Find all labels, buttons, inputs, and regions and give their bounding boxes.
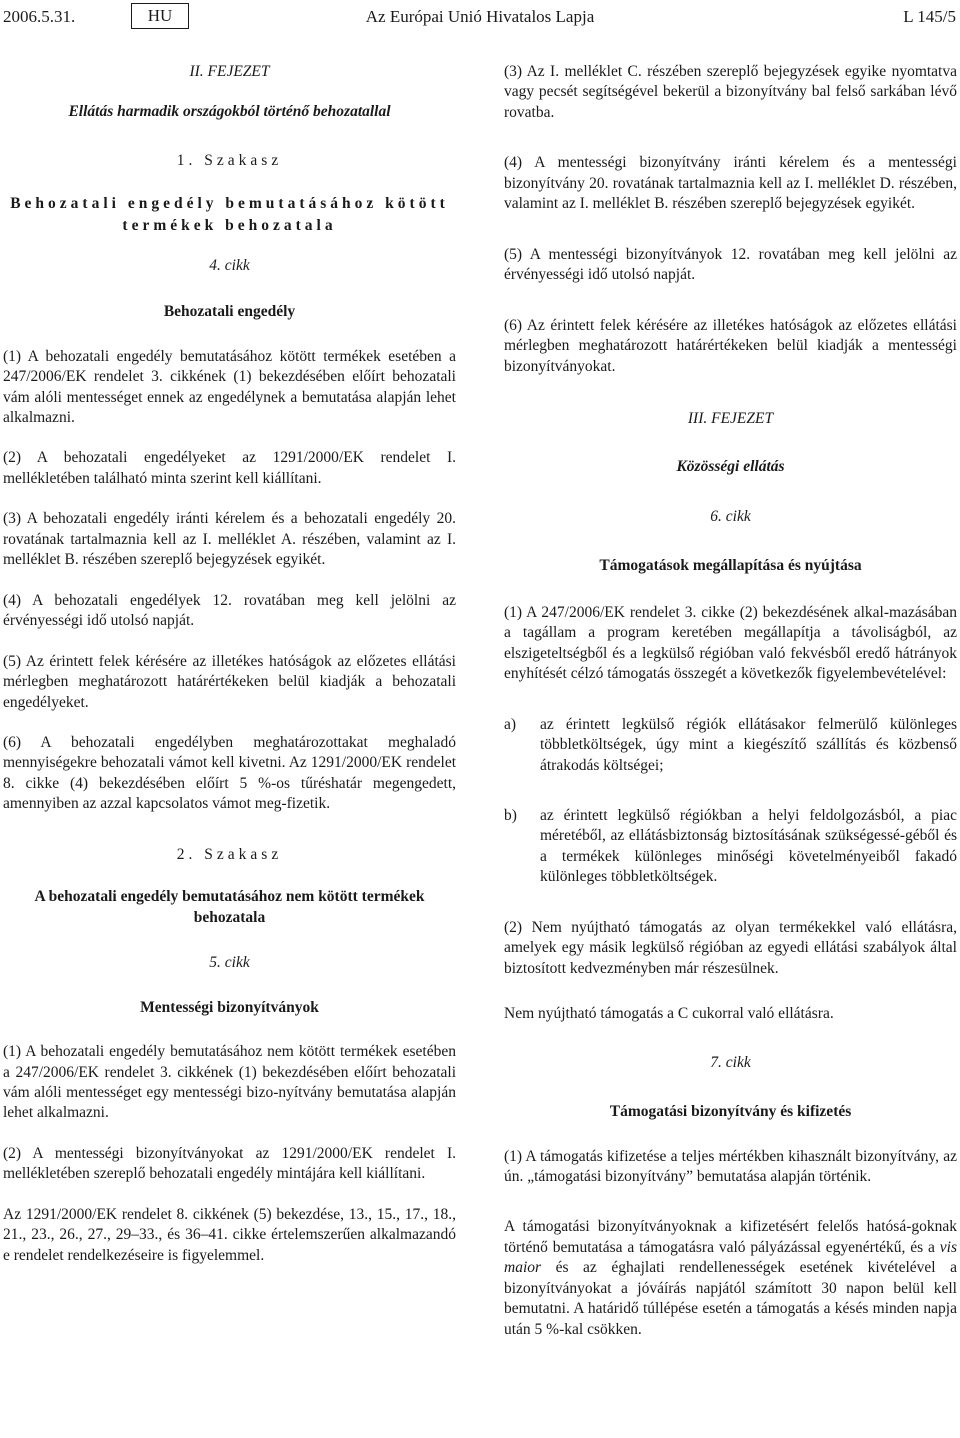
paragraph-text: és az éghajlati rendellenességek esetének kivételével a bizonyítványokat a jóváírás napjától számított 30 napon belül kell bemutatni. A határidő túllépése esetén a támogatás a késés minden napja után 5 %-kal csökken. bbox=[504, 1259, 957, 1338]
list-item-text: az érintett legkülső régiókban a helyi feldolgozásból, a piac méretéből, az ellátásbiztonság biztosításának szükségessé-géből és a termékek különleges minőségi követelményeiből fakadó különleges többletköltségek. bbox=[540, 806, 957, 886]
article-title: Behozatali engedély bbox=[163, 303, 296, 321]
article-paragraph: (6) A behozatali engedélyben meghatározottakat meghaladó mennyiségekre behozatali vámot kell kivetni. Az 1291/2000/EK rendelet 8. cikke (4) bekezdésében előírt 5 %-os tűréshatár megengedett, amennyiben az azzal kapcsolatos vámot meg-fizetik. bbox=[3, 733, 456, 813]
article-number: 4. cikk bbox=[209, 256, 250, 274]
article-paragraph: (6) Az érintett felek kérésére az illetékes hatóságok az előzetes ellátási mérlegben meghatározott határértékeken belül kiadják a mentességi bizonyítványokat. bbox=[504, 316, 957, 375]
page-number: L 145/5 bbox=[903, 7, 956, 26]
article-number: 5. cikk bbox=[209, 954, 250, 972]
chapter-title: Közösségi ellátás bbox=[676, 458, 785, 476]
article-paragraph: (1) A behozatali engedély bemutatásához nem kötött termékek esetében a 247/2006/EK rendelet 3. cikkének (1) bekezdésében előírt behozatali vám alóli mentességet egy mentességi bizo-nyítvány bemutatása alapján lehet alkalmazni. bbox=[3, 1043, 456, 1122]
article-paragraph: (5) A mentességi bizonyítványok 12. rovatában meg kell jelölni az érvényességi idő utolsó napját. bbox=[504, 245, 957, 284]
article-paragraph: (4) A behozatali engedélyek 12. rovatában meg kell jelölni az érvényességi idő utolsó napját. bbox=[3, 591, 456, 630]
chapter-heading: II. FEJEZET bbox=[189, 63, 270, 80]
article-paragraph bbox=[504, 1217, 957, 1340]
article-title: Mentességi bizonyítványok bbox=[140, 998, 319, 1016]
article-paragraph: (3) A behozatali engedély iránti kérelem és a behozatali engedély 20. rovatának tartalmaznia kell az I. melléklet A. részében, valamint az I. melléklet B. részében szereplő bejegyzések egyikét. bbox=[3, 510, 456, 569]
article-paragraph: Nem nyújtható támogatás a C cukorral való ellátásra. bbox=[504, 1005, 834, 1023]
article-paragraph: (2) A mentességi bizonyítványokat az 1291/2000/EK rendelet I. mellékletében szereplő behozatali engedély mintájára kell kiállítani. bbox=[3, 1144, 456, 1183]
list-item-text: az érintett legkülső régiók ellátásakor felmerülő különleges többletköltségek, úgy mint a kiegészítő szállítás és közbenső átrakodás költségei; bbox=[540, 715, 957, 774]
list-item bbox=[504, 806, 957, 888]
section-title: Behozatali engedély bemutatásához kötött termékek behozatala bbox=[10, 195, 449, 235]
article-paragraph: (2) Nem nyújtható támogatás az olyan termékekkel való ellátásra, amelyek egy másik legkülső régióban az egyedi ellátási szabályok által biztosított kedvezményben már részesülnek. bbox=[504, 918, 957, 977]
section-heading: 2. Szakasz bbox=[176, 845, 283, 863]
list-marker: a) bbox=[504, 715, 517, 733]
page-header bbox=[0, 0, 960, 34]
language-badge: HU bbox=[131, 3, 189, 29]
article-paragraph: (1) A támogatás kifizetése a teljes mértékben kihasznált bizonyítvány, az ún. „támogatási bizonyítvány” bemutatása alapján történik. bbox=[504, 1147, 957, 1185]
section-title: A behozatali engedély bemutatásához nem kötött termékek behozatala bbox=[34, 888, 425, 926]
article-paragraph: (2) A behozatali engedélyeket az 1291/2000/EK rendelet I. mellékletében található minta szerint kell kiállítani. bbox=[3, 449, 456, 487]
chapter-title: Ellátás harmadik országokból történő behozatallal bbox=[68, 103, 391, 121]
journal-title: Az Európai Unió Hivatalos Lapja bbox=[365, 7, 595, 26]
article-title: Támogatások megállapítása és nyújtása bbox=[599, 557, 862, 575]
article-paragraph: (1) A 247/2006/EK rendelet 3. cikke (2) bekezdésének alkal-mazásában a tagállam a program keretében megállapítja a távoliságból, az elszigeteltségből és a legkülső régióban való fekvésből eredő hátrányok enyhítését célzó támogatás összegét a következők figyelembevételével: bbox=[504, 603, 957, 683]
article-paragraph: Az 1291/2000/EK rendelet 8. cikkének (5) bekezdése, 13., 15., 17., 18., 21., 23., 26., 27., 29–33., és 36–41. cikke értelemszerűen alkalmazandó e rendelet rendelkezéseire is figyelemmel. bbox=[3, 1205, 456, 1264]
article-number: 7. cikk bbox=[710, 1053, 751, 1071]
article-number: 6. cikk bbox=[710, 507, 751, 525]
article-paragraph: (3) Az I. melléklet C. részében szereplő bejegyzések egyike nyomtatva vagy pecsét segítségével bekerül a bizonyítvány bal felső sarkában lévő rovatba. bbox=[504, 63, 957, 121]
article-title: Támogatási bizonyítvány és kifizetés bbox=[609, 1103, 852, 1121]
left-column bbox=[3, 62, 456, 1266]
header-date: 2006.5.31. bbox=[3, 7, 76, 26]
article-paragraph: (5) Az érintett felek kérésére az illetékes hatóságok az előzetes ellátási mérlegben meghatározott határértékeken belül kiadják a behozatali engedélyeket. bbox=[3, 652, 456, 711]
list-item bbox=[504, 715, 957, 776]
chapter-heading: III. FEJEZET bbox=[687, 409, 774, 427]
article-paragraph: (4) A mentességi bizonyítvány iránti kérelem és a mentességi bizonyítvány 20. rovatának tartalmaznia kell az I. melléklet D. részében, valamint az I. melléklet B. részében szereplő bejegyzések egyikét. bbox=[504, 154, 957, 213]
article-paragraph: (1) A behozatali engedély bemutatásához kötött termékek esetében a 247/2006/EK rendelet 3. cikkének (1) bekezdésében előírt behozatali vám alóli mentességet ennek az engedélynek a bemutatása alapján lehet alkalmazni. bbox=[3, 347, 456, 426]
emphasis-text: vis maior bbox=[504, 1238, 957, 1277]
list-marker: b) bbox=[504, 806, 517, 824]
right-column bbox=[504, 62, 957, 1340]
section-heading: 1. Szakasz bbox=[176, 151, 283, 169]
paragraph-text: A támogatási bizonyítványoknak a kifizetésért felelős hatósá-goknak történő bemutatása a támogatásra való pályázással egyenértékű, és a bbox=[504, 1218, 957, 1256]
